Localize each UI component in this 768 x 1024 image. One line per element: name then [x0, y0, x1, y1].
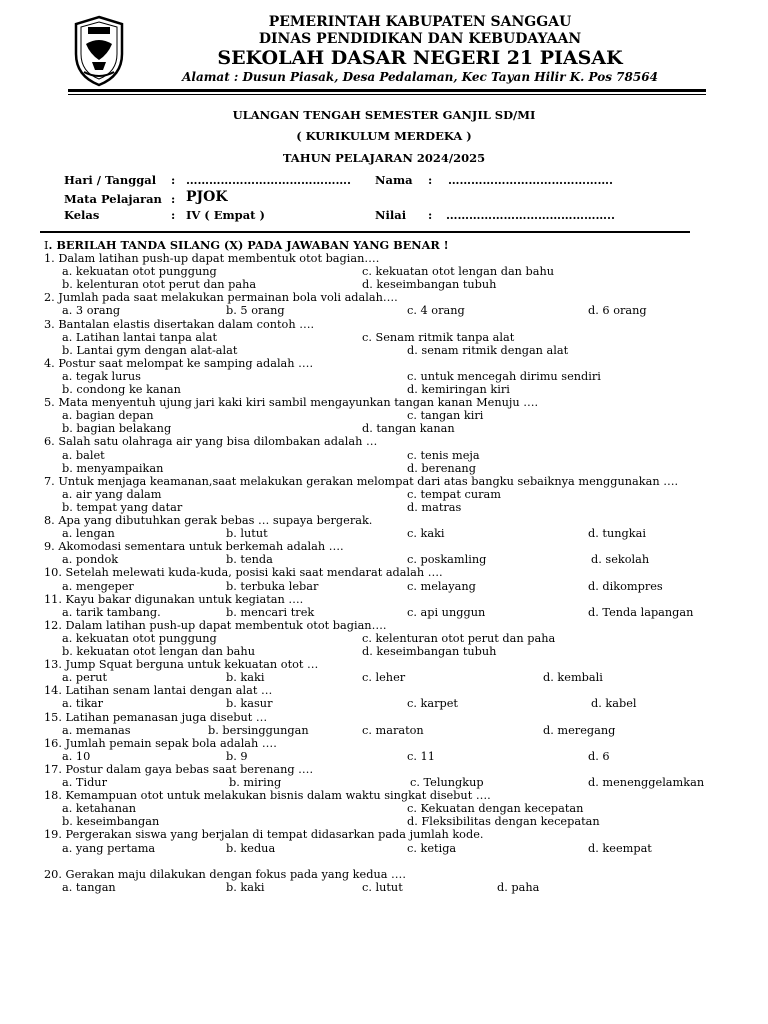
- subject-separator: :: [171, 192, 176, 206]
- answer-option[interactable]: d. matras: [407, 500, 462, 514]
- answer-option[interactable]: c. Telungkup: [410, 776, 484, 789]
- answer-option[interactable]: c. maraton: [362, 723, 424, 737]
- answer-option[interactable]: b. kaki: [226, 671, 265, 685]
- answer-option[interactable]: c. lutut: [362, 880, 403, 894]
- department-header: DINAS PENDIDIKAN DAN KEBUDAYAAN: [258, 31, 582, 47]
- question-11: 11. Kayu bakar digunakan untuk kegiatan ….: [44, 592, 304, 606]
- question-8: 8. Apa yang dibutuhkan gerak bebas … supaya bergerak.: [44, 514, 373, 527]
- answer-option[interactable]: a. bagian depan: [62, 409, 154, 423]
- exam-title: ULANGAN TENGAH SEMESTER GANJIL SD/MI: [232, 108, 536, 122]
- question-12: 12. Dalam latihan push-up dapat membentuk otot bagian….: [44, 618, 387, 632]
- answer-option[interactable]: b. 9: [226, 749, 248, 763]
- answer-option[interactable]: b. Lantai gym dengan alat-alat: [62, 343, 238, 357]
- answer-option[interactable]: c. untuk mencegah dirimu sendiri: [407, 369, 601, 383]
- answer-option[interactable]: d. tungkai: [588, 527, 646, 541]
- answer-option[interactable]: c. tempat curam: [407, 487, 501, 501]
- answer-option[interactable]: a. tegak lurus: [62, 369, 141, 383]
- answer-option[interactable]: c. tenis meja: [407, 448, 480, 462]
- answer-option[interactable]: a. tikar: [62, 697, 104, 711]
- instruction-numeral: I: [44, 239, 49, 252]
- answer-option[interactable]: b. keseimbangan: [62, 815, 160, 829]
- answer-option[interactable]: c. leher: [362, 671, 406, 685]
- answer-option[interactable]: b. tenda: [226, 553, 273, 567]
- question-17: 17. Postur dalam gaya bebas saat berenang ….: [44, 762, 314, 776]
- question-15: 15. Latihan pemanasan juga disebut …: [44, 710, 268, 724]
- name-label: Nama: [375, 173, 413, 187]
- answer-option[interactable]: b. 5 orang: [226, 304, 285, 318]
- answer-option[interactable]: b. tempat yang datar: [62, 500, 183, 514]
- answer-option[interactable]: a. memanas: [62, 723, 131, 737]
- answer-option[interactable]: d. keempat: [588, 841, 652, 855]
- question-7: 7. Untuk menjaga keamanan,saat melakukan gerakan melompat dari atas bangku sebaiknya menggunakan ….: [44, 474, 679, 488]
- school-address: Alamat : Dusun Piasak, Desa Pedalaman, Kec Tayan Hilir K. Pos 78564: [182, 70, 658, 84]
- class-label: Kelas: [64, 208, 100, 222]
- question-14: 14. Latihan senam lantai dengan alat …: [44, 684, 273, 698]
- question-4: 4. Postur saat melompat ke samping adalah ….: [44, 356, 314, 370]
- answer-option[interactable]: a. Latihan lantai tanpa alat: [62, 330, 218, 344]
- question-9: 9. Akomodasi sementara untuk berkemah adalah ….: [44, 540, 344, 554]
- question-3: 3. Bantalan elastis disertakan dalam contoh ….: [44, 317, 315, 331]
- answer-option[interactable]: b. terbuka lebar: [226, 579, 319, 593]
- answer-option[interactable]: c. kekuatan otot lengan dan bahu: [362, 265, 555, 279]
- answer-option[interactable]: d. tangan kanan: [362, 422, 455, 436]
- answer-option[interactable]: d. sekolah: [591, 553, 650, 567]
- answer-option[interactable]: d. berenang: [407, 461, 476, 475]
- answer-option[interactable]: a. kekuatan otot punggung: [62, 631, 217, 645]
- name-separator: :: [428, 173, 433, 187]
- score-separator: :: [428, 208, 433, 222]
- date-separator: :: [171, 173, 176, 187]
- header-thin-rule: [68, 94, 706, 95]
- answer-option[interactable]: a. tangan: [62, 880, 116, 894]
- answer-option[interactable]: d. Fleksibilitas dengan kecepatan: [407, 815, 600, 829]
- question-19: 19. Pergerakan siswa yang berjalan di tempat didasarkan pada jumlah kode.: [44, 828, 484, 842]
- answer-option[interactable]: a. tarik tambang.: [62, 605, 161, 619]
- answer-option[interactable]: d. 6 orang: [588, 304, 647, 318]
- answer-option[interactable]: b. mencari trek: [226, 605, 315, 619]
- answer-option[interactable]: c. melayang: [407, 579, 476, 593]
- answer-option[interactable]: c. kelenturan otot perut dan paha: [362, 631, 556, 645]
- exam-year: TAHUN PELAJARAN 2024/2025: [282, 151, 486, 165]
- answer-option[interactable]: d. senam ritmik dengan alat: [407, 343, 569, 357]
- regency-crest-logo: [70, 14, 128, 88]
- answer-option[interactable]: a. lengan: [62, 527, 115, 541]
- answer-option[interactable]: b. bagian belakang: [62, 422, 172, 436]
- section-divider: [40, 231, 690, 233]
- answer-option[interactable]: d. meregang: [543, 723, 616, 737]
- question-1: 1. Dalam latihan push-up dapat membentuk otot bagian….: [44, 252, 380, 265]
- school-name: SEKOLAH DASAR NEGERI 21 PIASAK: [217, 47, 623, 69]
- name-field: …………………………………….: [448, 173, 614, 187]
- answer-option[interactable]: c. 4 orang: [407, 304, 465, 318]
- answer-option[interactable]: d. kembali: [543, 671, 603, 685]
- question-13: 13. Jump Squat berguna untuk kekuatan otot …: [44, 658, 319, 672]
- answer-option[interactable]: c. kaki: [407, 527, 445, 541]
- answer-option[interactable]: c. tangan kiri: [407, 409, 484, 423]
- answer-option[interactable]: a. 3 orang: [62, 304, 121, 318]
- answer-option[interactable]: d. dikompres: [588, 579, 663, 593]
- instruction-text: . BERILAH TANDA SILANG (X) PADA JAWABAN YANG BENAR !: [48, 238, 449, 252]
- answer-option[interactable]: b. menyampaikan: [62, 461, 164, 475]
- answer-option[interactable]: a. ketahanan: [62, 802, 137, 816]
- answer-option[interactable]: d. keseimbangan tubuh: [362, 645, 497, 658]
- question-10: 10. Setelah melewati kuda-kuda, posisi kaki saat mendarat adalah ….: [44, 566, 443, 580]
- question-16: 16. Jumlah pemain sepak bola adalah ….: [44, 736, 277, 750]
- answer-option[interactable]: d. keseimbangan tubuh: [362, 278, 497, 292]
- answer-option[interactable]: a. air yang dalam: [62, 487, 162, 501]
- score-field: ……………………………………..: [446, 208, 616, 222]
- answer-option[interactable]: b. condong ke kanan: [62, 383, 181, 396]
- answer-option[interactable]: b. miring: [229, 776, 282, 789]
- date-field: …………………………………….: [186, 173, 352, 187]
- class-separator: :: [171, 208, 176, 222]
- date-label: Hari / Tanggal: [64, 173, 157, 187]
- score-label: Nilai: [375, 208, 407, 222]
- question-18: 18. Kemampuan otot untuk melakukan bisnis dalam waktu singkat disebut ….: [44, 789, 491, 803]
- answer-option[interactable]: a. 10: [62, 749, 91, 763]
- instruction: [44, 239, 449, 252]
- header-thick-rule: [68, 89, 706, 92]
- answer-option[interactable]: c. poskamling: [407, 553, 487, 567]
- subject-label: Mata Pelajaran: [64, 192, 162, 206]
- answer-option[interactable]: b. kaki: [226, 880, 265, 894]
- answer-option[interactable]: b. kekuatan otot lengan dan bahu: [62, 645, 255, 658]
- question-5: 5. Mata menyentuh ujung jari kaki kiri sambil mengayunkan tangan kanan Menuju ….: [44, 396, 539, 410]
- answer-option[interactable]: a. mengeper: [62, 579, 134, 593]
- answer-option[interactable]: c. karpet: [407, 697, 458, 711]
- answer-option[interactable]: d. paha: [497, 880, 540, 894]
- answer-option[interactable]: d. kemiringan kiri: [407, 383, 510, 396]
- answer-option[interactable]: d. kabel: [591, 697, 637, 711]
- answer-option[interactable]: a. Tidur: [62, 776, 107, 789]
- question-2: 2. Jumlah pada saat melakukan permainan bola voli adalah….: [44, 291, 398, 305]
- question-6: 6. Salah satu olahraga air yang bisa dilombakan adalah …: [44, 435, 378, 449]
- subject-value: PJOK: [186, 189, 228, 205]
- answer-option[interactable]: c. 11: [407, 749, 435, 763]
- government-header: PEMERINTAH KABUPATEN SANGGAU: [268, 14, 572, 30]
- answer-option[interactable]: d. 6: [588, 749, 610, 763]
- answer-option[interactable]: b. kelenturan otot perut dan paha: [62, 278, 257, 292]
- question-20: 20. Gerakan maju dilakukan dengan fokus pada yang kedua ….: [44, 867, 406, 881]
- answer-option[interactable]: a. pondok: [62, 553, 119, 567]
- answer-option[interactable]: b. lutut: [226, 527, 268, 541]
- answer-option[interactable]: c. Senam ritmik tanpa alat: [362, 330, 515, 344]
- answer-option[interactable]: b. kedua: [226, 841, 276, 855]
- answer-option[interactable]: a. perut: [62, 671, 108, 685]
- answer-option[interactable]: a. kekuatan otot punggung: [62, 265, 217, 279]
- answer-option[interactable]: c. api unggun: [407, 605, 486, 619]
- answer-option[interactable]: c. Kekuatan dengan kecepatan: [407, 802, 584, 816]
- answer-option[interactable]: a. balet: [62, 448, 105, 462]
- answer-option[interactable]: d. Tenda lapangan: [588, 605, 694, 619]
- exam-curriculum: ( KURIKULUM MERDEKA ): [296, 129, 472, 143]
- answer-option[interactable]: c. ketiga: [407, 841, 457, 855]
- answer-option[interactable]: d. menenggelamkan: [588, 776, 705, 789]
- answer-option[interactable]: b. bersinggungan: [208, 723, 309, 737]
- answer-option[interactable]: a. yang pertama: [62, 841, 156, 855]
- answer-option[interactable]: b. kasur: [226, 697, 273, 711]
- class-value: IV ( Empat ): [186, 208, 265, 222]
